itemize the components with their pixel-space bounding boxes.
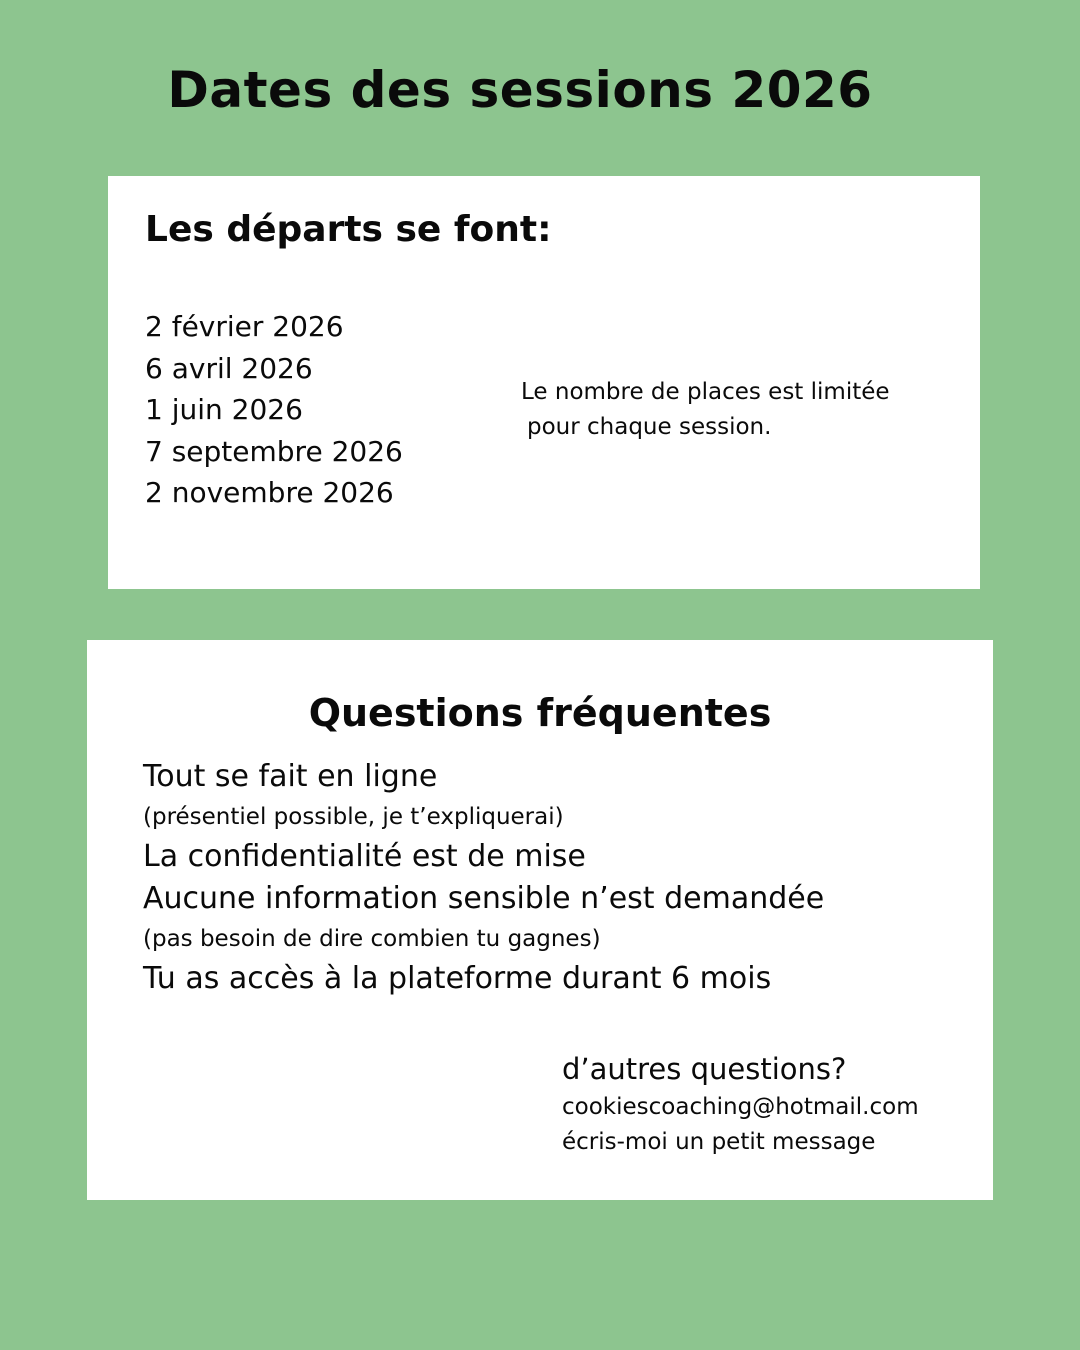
faq-list: [143, 756, 824, 1000]
session-date: 6 avril 2026: [145, 351, 313, 385]
faq-card: [87, 640, 993, 1200]
session-date: 2 février 2026: [145, 310, 344, 343]
page-title: Dates des sessions 2026: [167, 61, 873, 119]
contact-email: cookiescoaching@hotmail.com: [562, 1094, 919, 1120]
faq-item: Tout se fait en ligne: [143, 759, 438, 794]
session-date: 7 septembre 2026: [145, 434, 403, 468]
faq-heading: Questions fréquentes: [308, 691, 772, 735]
contact-message: écris-moi un petit message: [562, 1129, 876, 1155]
faq-item-note: (présentiel possible, je t’expliquerai): [143, 804, 564, 830]
departures-heading: Les départs se font:: [145, 209, 552, 250]
faq-item: Aucune information sensible n’est demandée: [143, 881, 825, 916]
limited-places-line2: pour chaque session.: [527, 414, 772, 440]
contact-question: d’autres questions?: [562, 1052, 847, 1086]
contact-block: [562, 1048, 919, 1160]
limited-places-line1: Le nombre de places est limitée: [521, 379, 890, 405]
faq-item: La confidentialité est de mise: [143, 839, 586, 874]
session-dates-card: [108, 176, 980, 589]
session-date: 1 juin 2026: [145, 393, 303, 426]
faq-item: Tu as accès à la plateforme durant 6 mois: [143, 961, 772, 996]
session-date-list: [145, 306, 403, 514]
limited-places-note: [521, 375, 890, 445]
session-date: 2 novembre 2026: [145, 476, 394, 509]
faq-item-note: (pas besoin de dire combien tu gagnes): [143, 926, 601, 952]
